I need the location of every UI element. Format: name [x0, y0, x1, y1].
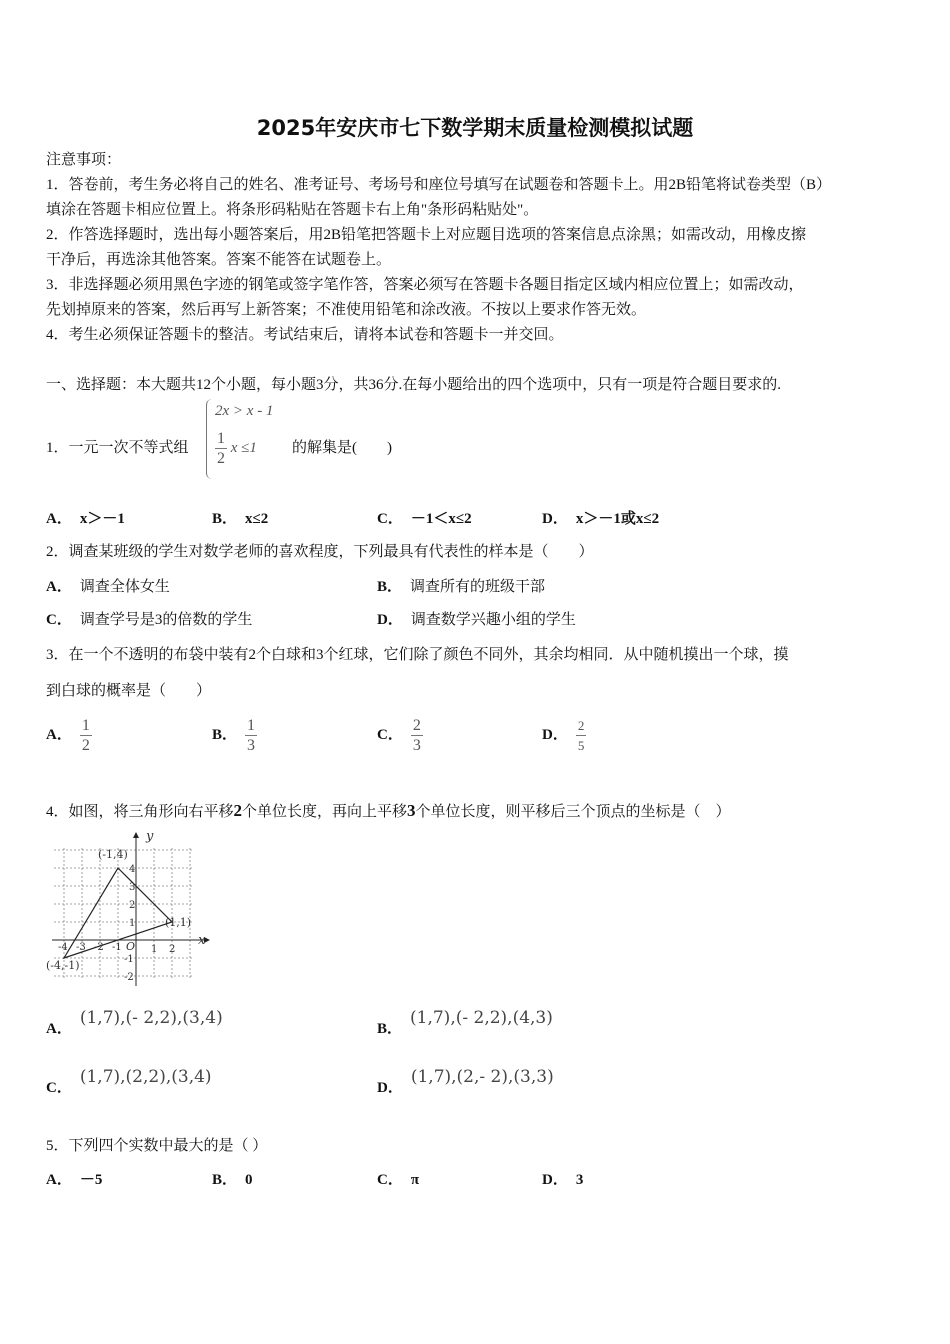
q5-stem	[46, 1134, 267, 1159]
y-tick-label: 1	[129, 918, 136, 929]
q1-option-b[interactable]	[212, 507, 268, 532]
q2-option-d[interactable]	[377, 608, 576, 633]
frac-den: 3	[247, 737, 256, 754]
notice-line: 填涂在答题卡相应位置上。将条形码粘贴在答题卡右上角"条形码粘贴处"。	[46, 202, 539, 218]
y-tick-label: 3	[129, 882, 136, 893]
option-letter: D．	[377, 1080, 403, 1096]
q3-option-a[interactable]	[46, 716, 92, 755]
q4-text-b: 个单位长度，再向上平移	[242, 804, 408, 820]
q1-option-c[interactable]	[377, 507, 472, 532]
vertex-label-p2: (1,1)	[165, 916, 192, 929]
option-letter: A．	[46, 579, 72, 595]
option-letter: C．	[377, 1172, 403, 1188]
q3-number: 3．	[46, 647, 69, 663]
q1-tail: 的解集是( )	[292, 440, 392, 456]
option-letter: B．	[212, 1172, 238, 1188]
option-text: (1,7),(2,2),(3,4)	[79, 1067, 212, 1087]
q3-option-b[interactable]	[212, 716, 257, 755]
section-heading: 一、选择题：本大题共12个小题，每小题3分，共36分.在每小题给出的四个选项中，只有一项是符合题目要求的.	[46, 377, 782, 393]
option-text: 0	[245, 1172, 253, 1188]
q4-n1: 2	[233, 801, 243, 820]
q4-stem	[46, 798, 731, 825]
q2-number: 2．	[46, 544, 69, 560]
q2-text: 调查某班级的学生对数学老师的喜欢程度，下列最具有代表性的样本是（ ）	[68, 544, 594, 560]
q1-stem	[46, 436, 189, 461]
option-letter: D．	[542, 1172, 568, 1188]
q4-coordinate-graph	[44, 828, 214, 990]
q3-stem	[46, 643, 789, 668]
option-text: 调查数学兴趣小组的学生	[410, 612, 576, 628]
option-text: 3	[575, 1172, 584, 1188]
q3-text: 在一个不透明的布袋中装有2个白球和3个红球，它们除了颜色不同外，其余均相同．从中随机摸出一个球，摸	[68, 647, 789, 663]
option-fraction	[411, 716, 423, 755]
option-letter: A．	[46, 1021, 72, 1037]
option-letter: A．	[46, 727, 72, 743]
frac-den: 3	[412, 737, 421, 754]
notice-line: 先划掉原来的答案，然后再写上新答案；不准使用铅笔和涂改液。不按以上要求作答无效。	[46, 302, 647, 318]
origin-label: O	[126, 940, 136, 953]
x-tick-label: 1	[151, 944, 158, 955]
option-letter: A．	[46, 511, 72, 527]
y-tick-label: 2	[129, 900, 136, 911]
option-text: (1,7),(2,- 2),(3,3)	[410, 1067, 554, 1087]
q1-number: 1．	[46, 440, 69, 456]
q5-option-a[interactable]	[46, 1168, 102, 1193]
option-text: (1,7),(- 2,2),(3,4)	[79, 1008, 223, 1028]
option-text: 调查所有的班级干部	[410, 579, 546, 595]
q1-frac-den: 2	[217, 450, 225, 467]
q2-stem	[46, 540, 594, 565]
q2-option-c[interactable]	[46, 608, 252, 633]
q1-inequality-system	[206, 399, 274, 479]
option-text: 调查学号是3的倍数的学生	[79, 612, 253, 628]
q1-row2	[215, 429, 257, 468]
q5-number: 5．	[46, 1138, 69, 1154]
notice-block	[46, 148, 906, 348]
vertex-label-p3: (-4,-1)	[46, 959, 80, 972]
q4-number: 4．	[46, 804, 69, 820]
option-letter: D．	[377, 612, 403, 628]
option-text: x＞－1	[79, 511, 125, 527]
q3-stem-continued: 到白球的概率是（ ）	[46, 683, 212, 699]
frac-num: 1	[247, 717, 256, 734]
q4-text-a: 如图，将三角形向右平移	[68, 804, 234, 820]
notice-line: 2．作答选择题时，选出每小题答案后，用2B铅笔把答题卡上对应题目选项的答案信息点涂黑；如需改动，用橡皮擦	[46, 227, 807, 243]
option-letter: B．	[377, 1021, 403, 1037]
q4-text-c: 个单位长度，则平移后三个顶点的坐标是（ ）	[415, 804, 731, 820]
notice-line: 3．非选择题必须用黑色字迹的钢笔或签字笔作答，答案必须写在答题卡各题目指定区域内相应位置上；如需改动，	[46, 277, 804, 293]
option-text: －1＜x≤2	[410, 511, 472, 527]
q4-option-d[interactable]	[377, 1067, 554, 1101]
q4-option-a[interactable]	[46, 1008, 223, 1042]
vertex-label-p1: (-1,4)	[98, 848, 128, 861]
y-arrow-icon	[133, 832, 139, 838]
page-title: 2025年安庆市七下数学期末质量检测模拟试题	[256, 116, 694, 140]
q4-option-b[interactable]	[377, 1008, 553, 1042]
q2-option-a[interactable]	[46, 575, 170, 600]
x-tick-label: 2	[169, 944, 176, 955]
x-tick-label: -1	[112, 942, 122, 953]
frac-den: 2	[81, 737, 90, 754]
y-tick-label: -1	[124, 954, 134, 965]
option-text: －5	[79, 1172, 103, 1188]
y-tick-label: 4	[129, 864, 136, 875]
option-text: x≤2	[245, 511, 269, 527]
option-text: 调查全体女生	[79, 579, 170, 595]
option-letter: C．	[377, 511, 403, 527]
option-letter: C．	[46, 612, 72, 628]
option-letter: D．	[542, 511, 568, 527]
option-text: π	[410, 1172, 420, 1188]
option-fraction	[245, 716, 257, 755]
q3-option-c[interactable]	[377, 716, 423, 755]
option-letter: A．	[46, 1172, 72, 1188]
q5-option-c[interactable]	[377, 1168, 419, 1193]
q4-n2: 3	[407, 801, 416, 820]
frac-den: 5	[577, 738, 585, 753]
notice-heading: 注意事项：	[46, 152, 122, 168]
q2-option-b[interactable]	[377, 575, 545, 600]
notice-line: 4．考生必须保证答题卡的整洁。考试结束后，请将本试卷和答题卡一并交回。	[46, 327, 564, 343]
q5-text: 下列四个实数中最大的是（ ）	[68, 1138, 268, 1154]
option-letter: B．	[377, 579, 403, 595]
q5-option-b[interactable]	[212, 1168, 253, 1193]
option-letter: D．	[542, 727, 568, 743]
q4-option-c[interactable]	[46, 1067, 212, 1101]
option-text: (1,7),(- 2,2),(4,3)	[410, 1008, 553, 1028]
frac-num: 2	[412, 717, 421, 734]
q1-row1: 2x > x - 1	[215, 403, 274, 419]
q1-text: 一元一次不等式组	[68, 440, 189, 456]
x-axis-label: x	[198, 933, 206, 948]
q1-frac-num: 1	[217, 430, 225, 447]
q1-option-a[interactable]	[46, 507, 125, 532]
q1-option-d[interactable]	[542, 507, 659, 532]
frac-num: 2	[576, 716, 587, 736]
option-text: x＞－1或x≤2	[575, 511, 660, 527]
q1-row2-rest: x ≤1	[230, 439, 257, 456]
option-letter: B．	[212, 511, 238, 527]
option-letter: C．	[377, 727, 403, 743]
option-letter: B．	[212, 727, 238, 743]
notice-line: 1．答卷前，考生务必将自己的姓名、准考证号、考场号和座位号填写在试题卷和答题卡上。用2B铅笔将试卷类型（B）	[46, 177, 832, 193]
y-tick-label: -2	[124, 972, 134, 983]
q5-option-d[interactable]	[542, 1168, 583, 1193]
x-tick-label: -2	[94, 942, 104, 953]
frac-num: 1	[81, 717, 90, 734]
option-fraction	[576, 716, 587, 755]
option-fraction	[80, 716, 92, 755]
q1-fraction	[215, 429, 227, 468]
x-tick-label: -3	[76, 942, 86, 953]
notice-line: 干净后，再选涂其他答案。答案不能答在试题卷上。	[46, 252, 392, 268]
q3-option-d[interactable]	[542, 716, 586, 755]
x-tick-label: -4	[58, 942, 68, 953]
option-letter: C．	[46, 1080, 72, 1096]
y-axis-label: y	[146, 829, 154, 844]
